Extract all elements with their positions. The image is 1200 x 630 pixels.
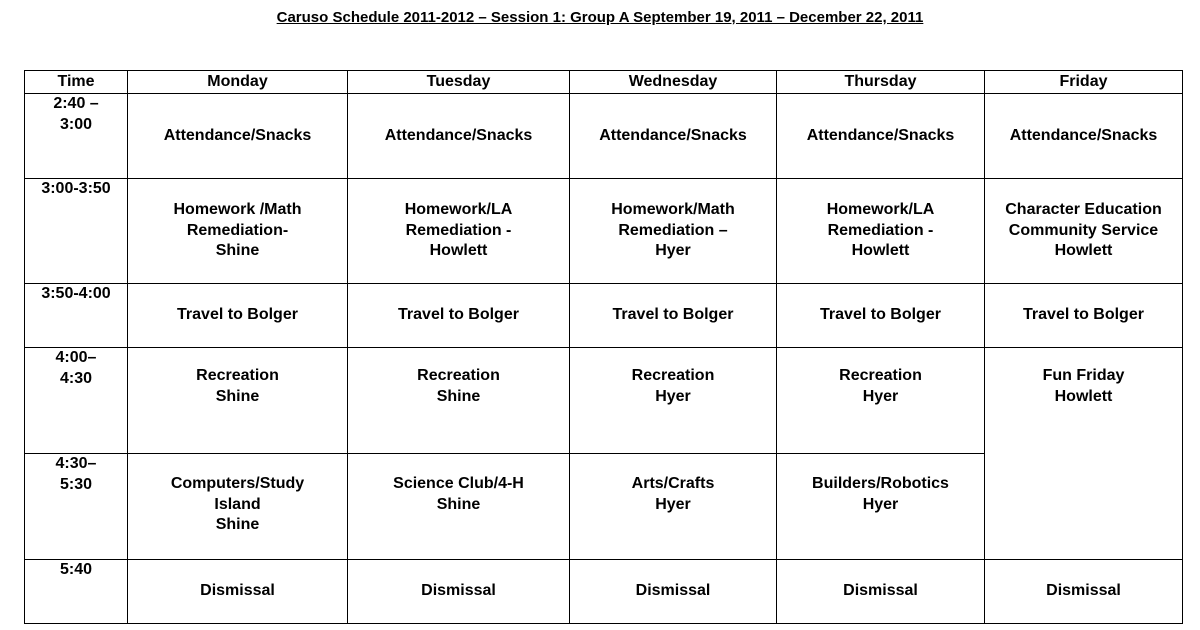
time-cell <box>25 560 128 624</box>
schedule-cell <box>570 454 777 560</box>
time-cell <box>25 454 128 560</box>
cell-line: Hyer <box>655 495 691 513</box>
cell-line: Shine <box>215 516 260 533</box>
page-title: Caruso Schedule 2011-2012 – Session 1: Group A September 19, 2011 – December 22, 2011 <box>276 9 924 26</box>
cell-line: Computers/Study <box>170 475 305 492</box>
table-row <box>25 560 1183 624</box>
time-line: 5:30 <box>59 475 93 493</box>
time-line: 4:30 <box>59 369 93 387</box>
cell-line: Dismissal <box>421 582 496 600</box>
cell-line: Attendance/Snacks <box>599 126 747 144</box>
schedule-cell <box>985 560 1183 624</box>
cell-line: Hyer <box>862 495 899 513</box>
cell-line: Travel to Bolger <box>398 306 519 324</box>
time-cell <box>25 284 128 348</box>
header-thursday: Thursday <box>777 71 985 94</box>
time-cell <box>25 179 128 284</box>
cell-line: Arts/Crafts <box>631 475 715 492</box>
cell-line: Shine <box>436 495 481 513</box>
cell-line: Recreation <box>196 367 279 384</box>
header-tuesday: Tuesday <box>348 71 570 94</box>
cell-line: Shine <box>436 387 481 405</box>
cell-line: Remediation - <box>827 221 934 239</box>
schedule-cell <box>348 94 570 179</box>
cell-line: Character Education <box>1005 201 1162 219</box>
header-friday: Friday <box>985 71 1183 94</box>
cell-line: Recreation <box>631 367 715 384</box>
cell-line: Shine <box>215 387 260 405</box>
cell-line: Community Service <box>1008 221 1159 239</box>
cell-line: Homework/LA <box>826 201 935 219</box>
cell-line: Howlett <box>1054 387 1113 405</box>
cell-line: Hyer <box>862 387 899 405</box>
cell-line: Dismissal <box>843 582 918 600</box>
cell-line: Attendance/Snacks <box>384 126 533 144</box>
cell-line: Hyer <box>655 242 691 260</box>
schedule-cell <box>985 94 1183 179</box>
schedule-cell <box>777 560 985 624</box>
cell-line: Travel to Bolger <box>820 306 941 324</box>
schedule-cell <box>128 179 348 284</box>
time-line: 3:00-3:50 <box>41 180 111 197</box>
cell-line: Island <box>214 495 261 513</box>
schedule-cell <box>985 284 1183 348</box>
schedule-cell <box>128 284 348 348</box>
time-cell <box>25 94 128 179</box>
schedule-cell <box>348 454 570 560</box>
cell-line: Homework /Math <box>173 201 302 219</box>
cell-line: Remediation – <box>618 221 728 239</box>
schedule-cell <box>348 179 570 284</box>
time-line: 2:40 – <box>53 95 99 112</box>
time-line: 3:50-4:00 <box>41 285 111 302</box>
cell-line: Homework/Math <box>611 201 735 219</box>
schedule-cell <box>570 560 777 624</box>
cell-line: Remediation- <box>186 221 289 239</box>
schedule-cell <box>348 284 570 348</box>
cell-line: Dismissal <box>1046 582 1121 600</box>
schedule-cell <box>777 94 985 179</box>
cell-line: Attendance/Snacks <box>1009 126 1158 144</box>
cell-line: Howlett <box>429 242 488 260</box>
cell-line: Builders/Robotics <box>812 475 949 492</box>
time-line: 3:00 <box>59 115 93 133</box>
schedule-cell <box>777 348 985 454</box>
schedule-table <box>24 70 1183 624</box>
header-wednesday: Wednesday <box>570 71 777 94</box>
schedule-cell <box>777 284 985 348</box>
table-row <box>25 284 1183 348</box>
schedule-cell <box>128 560 348 624</box>
time-line: 4:00– <box>55 349 97 366</box>
cell-line: Dismissal <box>635 582 711 600</box>
cell-line: Remediation - <box>405 221 512 239</box>
schedule-cell <box>985 348 1183 560</box>
cell-line: Attendance/Snacks <box>163 126 312 144</box>
cell-line: Recreation <box>839 367 922 384</box>
cell-line: Howlett <box>1054 242 1113 260</box>
cell-line: Travel to Bolger <box>612 306 734 324</box>
schedule-cell <box>777 454 985 560</box>
header-monday: Monday <box>128 71 348 94</box>
schedule-cell <box>128 94 348 179</box>
time-line: 5:40 <box>59 561 93 578</box>
schedule-cell <box>348 560 570 624</box>
schedule-cell <box>570 348 777 454</box>
schedule-cell <box>128 454 348 560</box>
table-row <box>25 179 1183 284</box>
cell-line: Attendance/Snacks <box>806 126 955 144</box>
cell-line: Shine <box>215 242 260 260</box>
cell-line: Homework/LA <box>404 201 513 219</box>
cell-line: Dismissal <box>200 582 275 600</box>
time-line: 4:30– <box>55 455 97 472</box>
header-row <box>25 71 1183 94</box>
schedule-cell <box>348 348 570 454</box>
schedule-cell <box>128 348 348 454</box>
cell-line: Science Club/4-H <box>393 475 524 492</box>
table-row <box>25 94 1183 179</box>
table-row <box>25 348 1183 454</box>
schedule-cell <box>777 179 985 284</box>
header-time: Time <box>25 71 128 94</box>
cell-line: Travel to Bolger <box>177 306 298 324</box>
schedule-cell <box>570 284 777 348</box>
cell-line: Howlett <box>851 242 910 260</box>
schedule-cell <box>570 94 777 179</box>
cell-line: Hyer <box>655 387 691 405</box>
schedule-cell <box>985 179 1183 284</box>
cell-line: Travel to Bolger <box>1023 306 1144 324</box>
time-cell <box>25 348 128 454</box>
cell-line: Recreation <box>417 367 500 384</box>
cell-line: Fun Friday <box>1042 367 1125 384</box>
schedule-cell <box>570 179 777 284</box>
